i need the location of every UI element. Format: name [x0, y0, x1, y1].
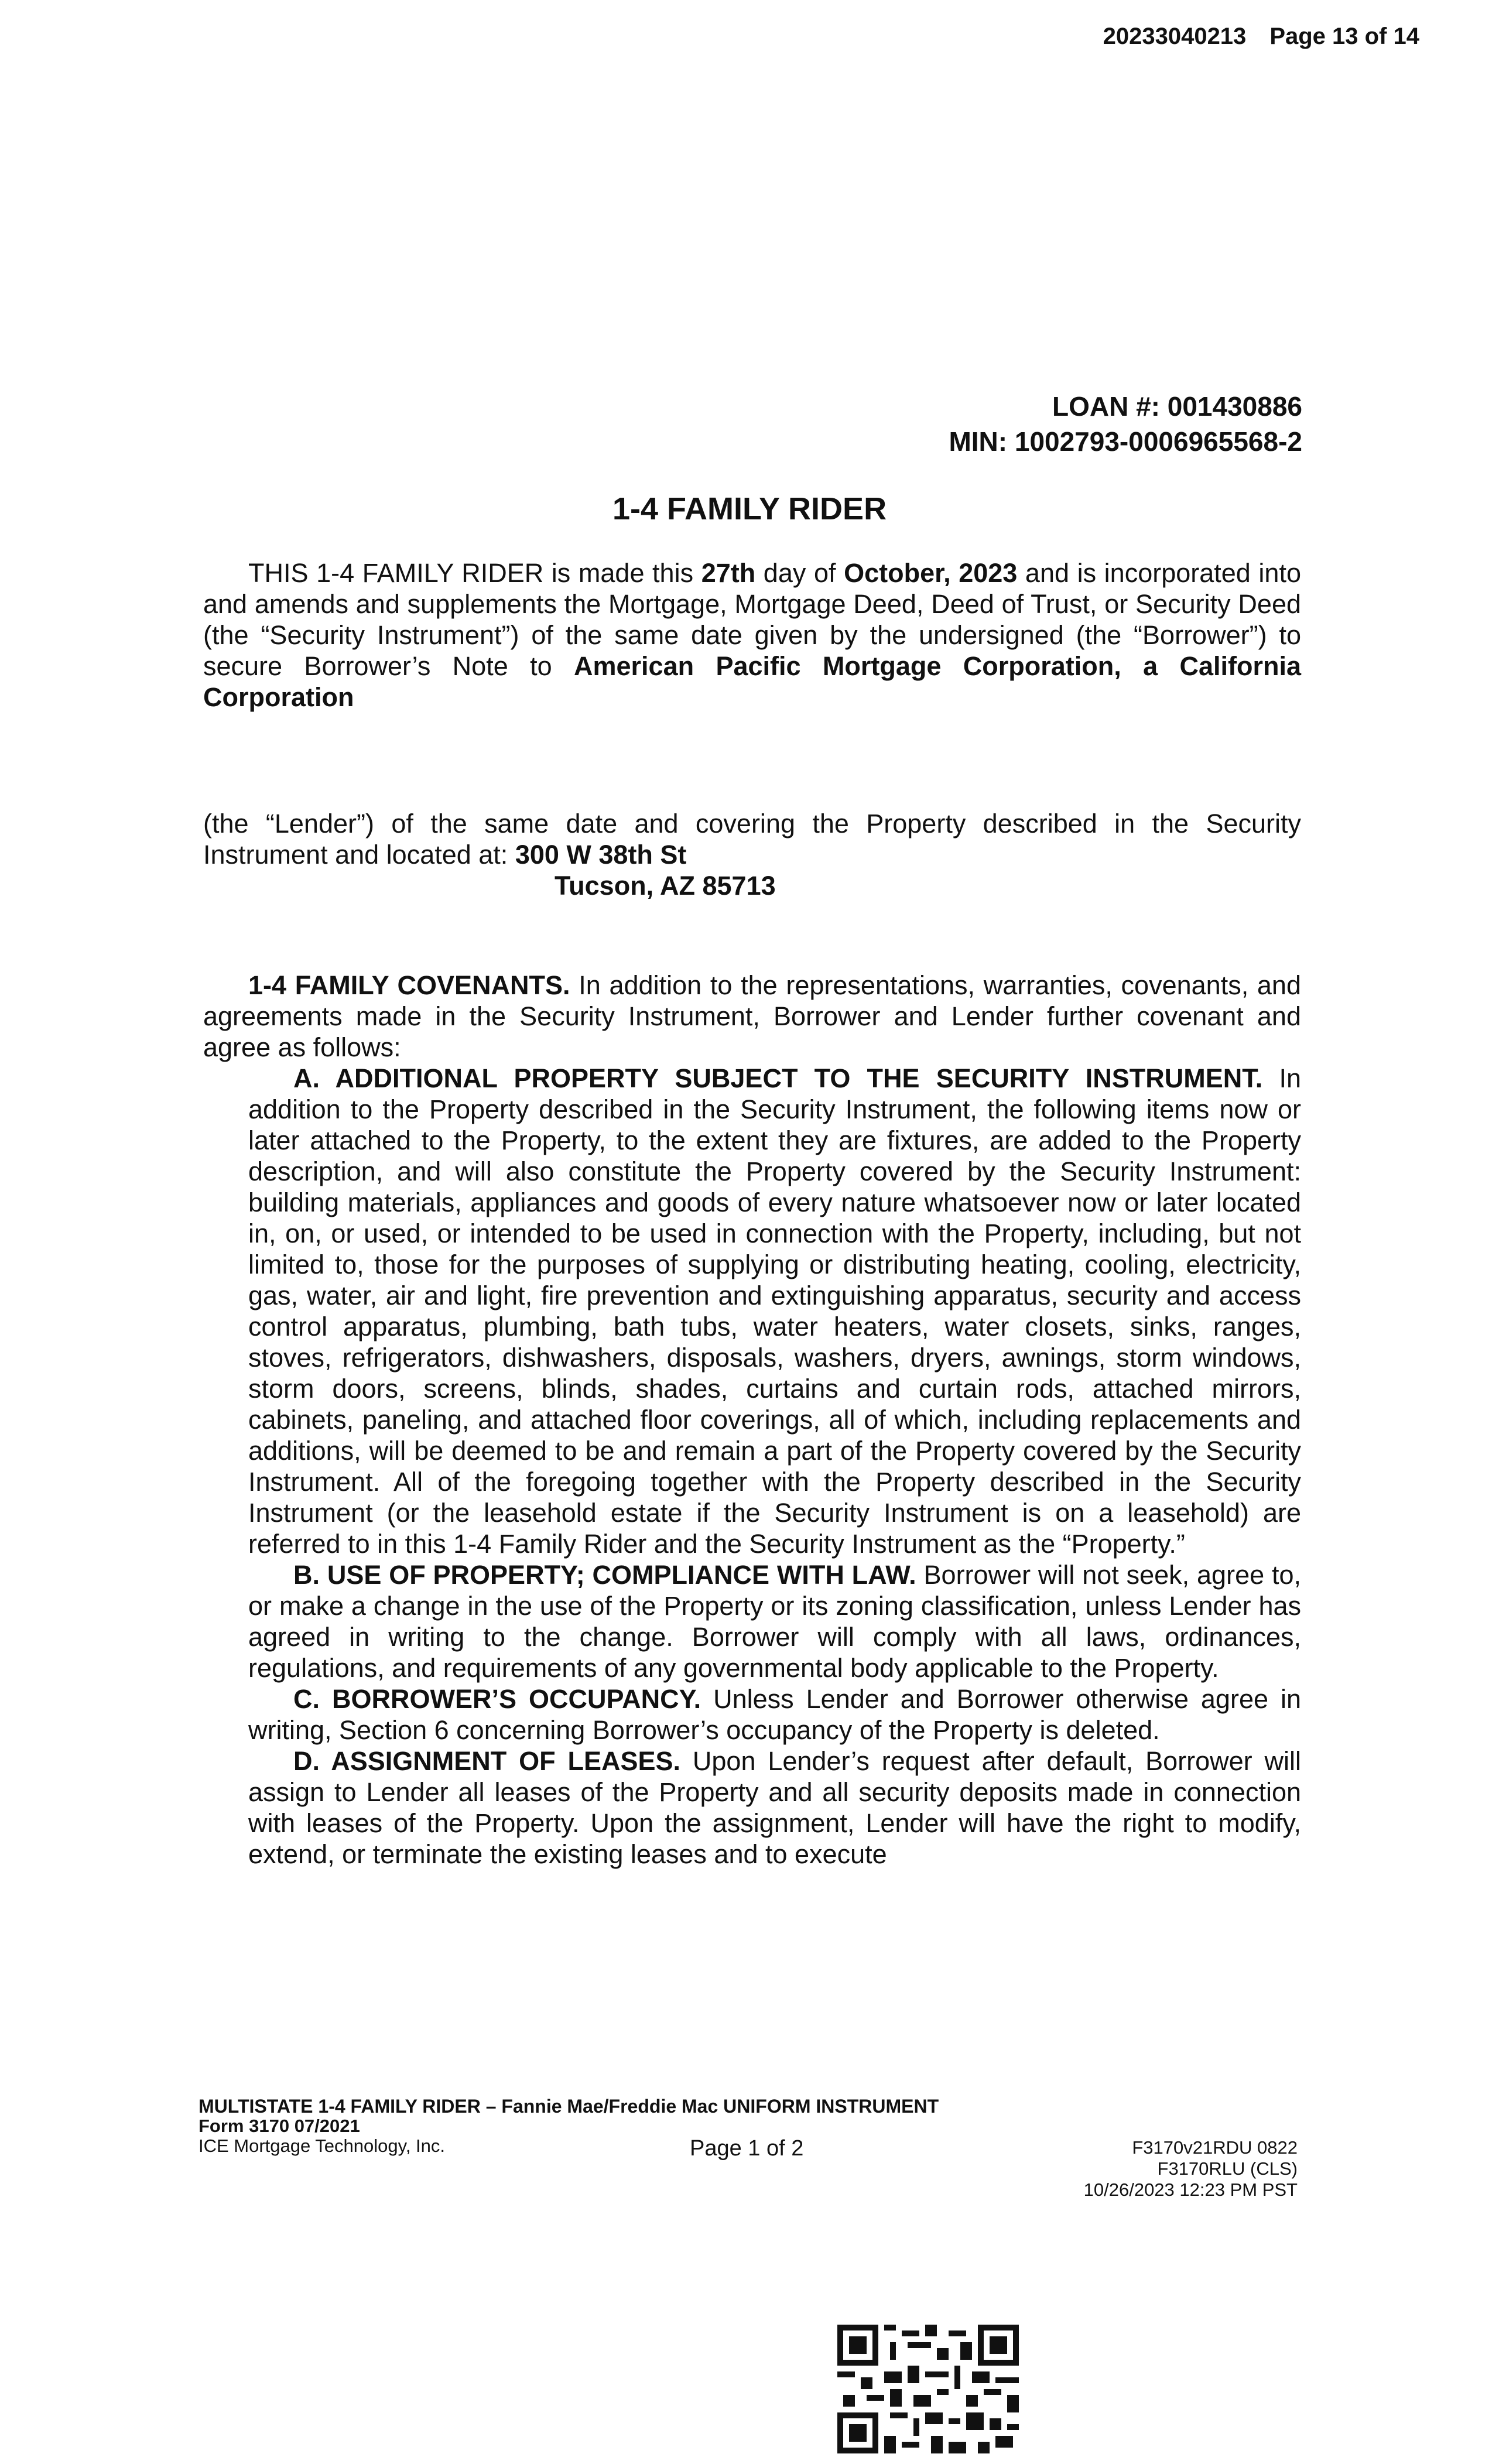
intro-text-1: THIS 1-4 FAMILY RIDER is made this: [248, 558, 701, 588]
lender-name: American Pacific Mortgage Corporation, a California Corporation: [203, 651, 1302, 712]
section-c-text: Unless Lender and Borrower otherwise agree in writing, Section 6 concerning Borrower’s occupancy of the Property is deleted.: [248, 1684, 1301, 1745]
covenants-text: In addition to the representations, warranties, covenants, and agreements made in the Security Instrument, Borrower and Lender further covenant and agree as follows:: [203, 970, 1301, 1062]
vendor-name: ICE Mortgage Technology, Inc.: [199, 2136, 446, 2156]
intro-text-3: and is incorporated into and amends and supplements the Mortgage, Mortgage Deed, Deed of Trust, or Security Deed (the “Security Instrument”) of the same date given by the undersigned (the “Borrower”) to secure Borrower’s Note to: [203, 558, 1301, 681]
property-address-line2: Tucson, AZ 85713: [555, 871, 776, 901]
property-paragraph: [203, 808, 1301, 901]
page-header: [1103, 23, 1419, 50]
covenants-intro: [203, 970, 1301, 1063]
section-a-heading: A. ADDITIONAL PROPERTY SUBJECT TO THE SECURITY INSTRUMENT.: [293, 1063, 1263, 1093]
section-c-heading: C. BORROWER’S OCCUPANCY.: [293, 1684, 701, 1714]
form-code-2: F3170RLU (CLS): [1157, 2158, 1298, 2179]
section-b-heading: B. USE OF PROPERTY; COMPLIANCE WITH LAW.: [293, 1560, 916, 1590]
section-a-text: In addition to the Property described in the Security Instrument, the following items now or later attached to the Property, to the extent they are fixtures, are added to the Property description, and will also constitute the Property covered by the Security Instrument: building materials, appliances and goods of every nature whatsoever now or later located in, on, or used, or intended to be used in connection with the Property, including, but not limited to, those for the purposes of supplying or distributing heating, cooling, electricity, gas, water, air and light, fire prevention and extinguishing apparatus, security and access control apparatus, plumbing, bath tubs, water heaters, water closets, sinks, ranges, stoves, refrigerators, dishwashers, disposals, washers, dryers, awnings, storm windows, storm doors, screens, blinds, shades, curtains and curtain rods, attached mirrors, cabinets, paneling, and attached floor coverings, all of which, including replacements and additions, will be deemed to be and remain a part of the Property covered by the Security Instrument. All of the foregoing together with the Property described in the Security Instrument (or the leasehold estate if the Security Instrument is on a leasehold) are referred to in this 1-4 Family Rider and the Security Instrument as the “Property.”: [248, 1063, 1301, 1559]
rider-day: 27th: [701, 558, 756, 588]
rider-month-year: October, 2023: [844, 558, 1018, 588]
section-b-text: Borrower will not seek, agree to, or make a change in the use of the Property or its zoning classification, unless Lender has agreed in writing to the change. Borrower will comply with all laws, ordinances, regulations, and requirements of any governmental body applicable to the Property.: [248, 1560, 1301, 1683]
print-timestamp: 10/26/2023 12:23 PM PST: [1083, 2179, 1298, 2200]
footer-page-number: Page 1 of 2: [690, 2136, 804, 2161]
section-b: [203, 1559, 1301, 1683]
footer-codes: [1084, 2137, 1298, 2201]
covenants-block: [203, 970, 1301, 1870]
footer-form-info: [199, 2096, 939, 2156]
property-address-line1: 300 W 38th St: [515, 840, 687, 870]
section-d-text: Upon Lender’s request after default, Borrower will assign to Lender all leases of the Property and all security deposits made in connection with leases of the Property. Upon the assignment, Lender will have the right to modify, extend, or terminate the existing leases and to execute: [248, 1746, 1301, 1869]
min-number: MIN: 1002793-0006965568-2: [949, 426, 1302, 457]
property-text: (the “Lender”) of the same date and covering the Property described in the Security Instrument and located at:: [203, 809, 1301, 870]
intro-paragraph: [203, 557, 1301, 713]
loan-number: LOAN #: 001430886: [1052, 391, 1302, 422]
section-a: [203, 1063, 1301, 1559]
page-indicator: Page 13 of 14: [1269, 23, 1419, 49]
form-title: MULTISTATE 1-4 FAMILY RIDER – Fannie Mae/Freddie Mac UNIFORM INSTRUMENT: [199, 2096, 939, 2117]
section-d: [203, 1746, 1301, 1870]
loan-identifiers: [949, 389, 1302, 459]
qr-code-icon: [837, 2325, 1019, 2453]
section-d-heading: D. ASSIGNMENT OF LEASES.: [293, 1746, 681, 1776]
covenants-heading: 1-4 FAMILY COVENANTS.: [248, 970, 570, 1000]
intro-text-2: day of: [755, 558, 844, 588]
document-number: 20233040213: [1103, 23, 1247, 49]
form-code-1: F3170v21RDU 0822: [1132, 2137, 1298, 2158]
document-title: 1-4 FAMILY RIDER: [612, 491, 887, 526]
form-number: Form 3170 07/2021: [199, 2116, 360, 2136]
section-c: [203, 1683, 1301, 1746]
